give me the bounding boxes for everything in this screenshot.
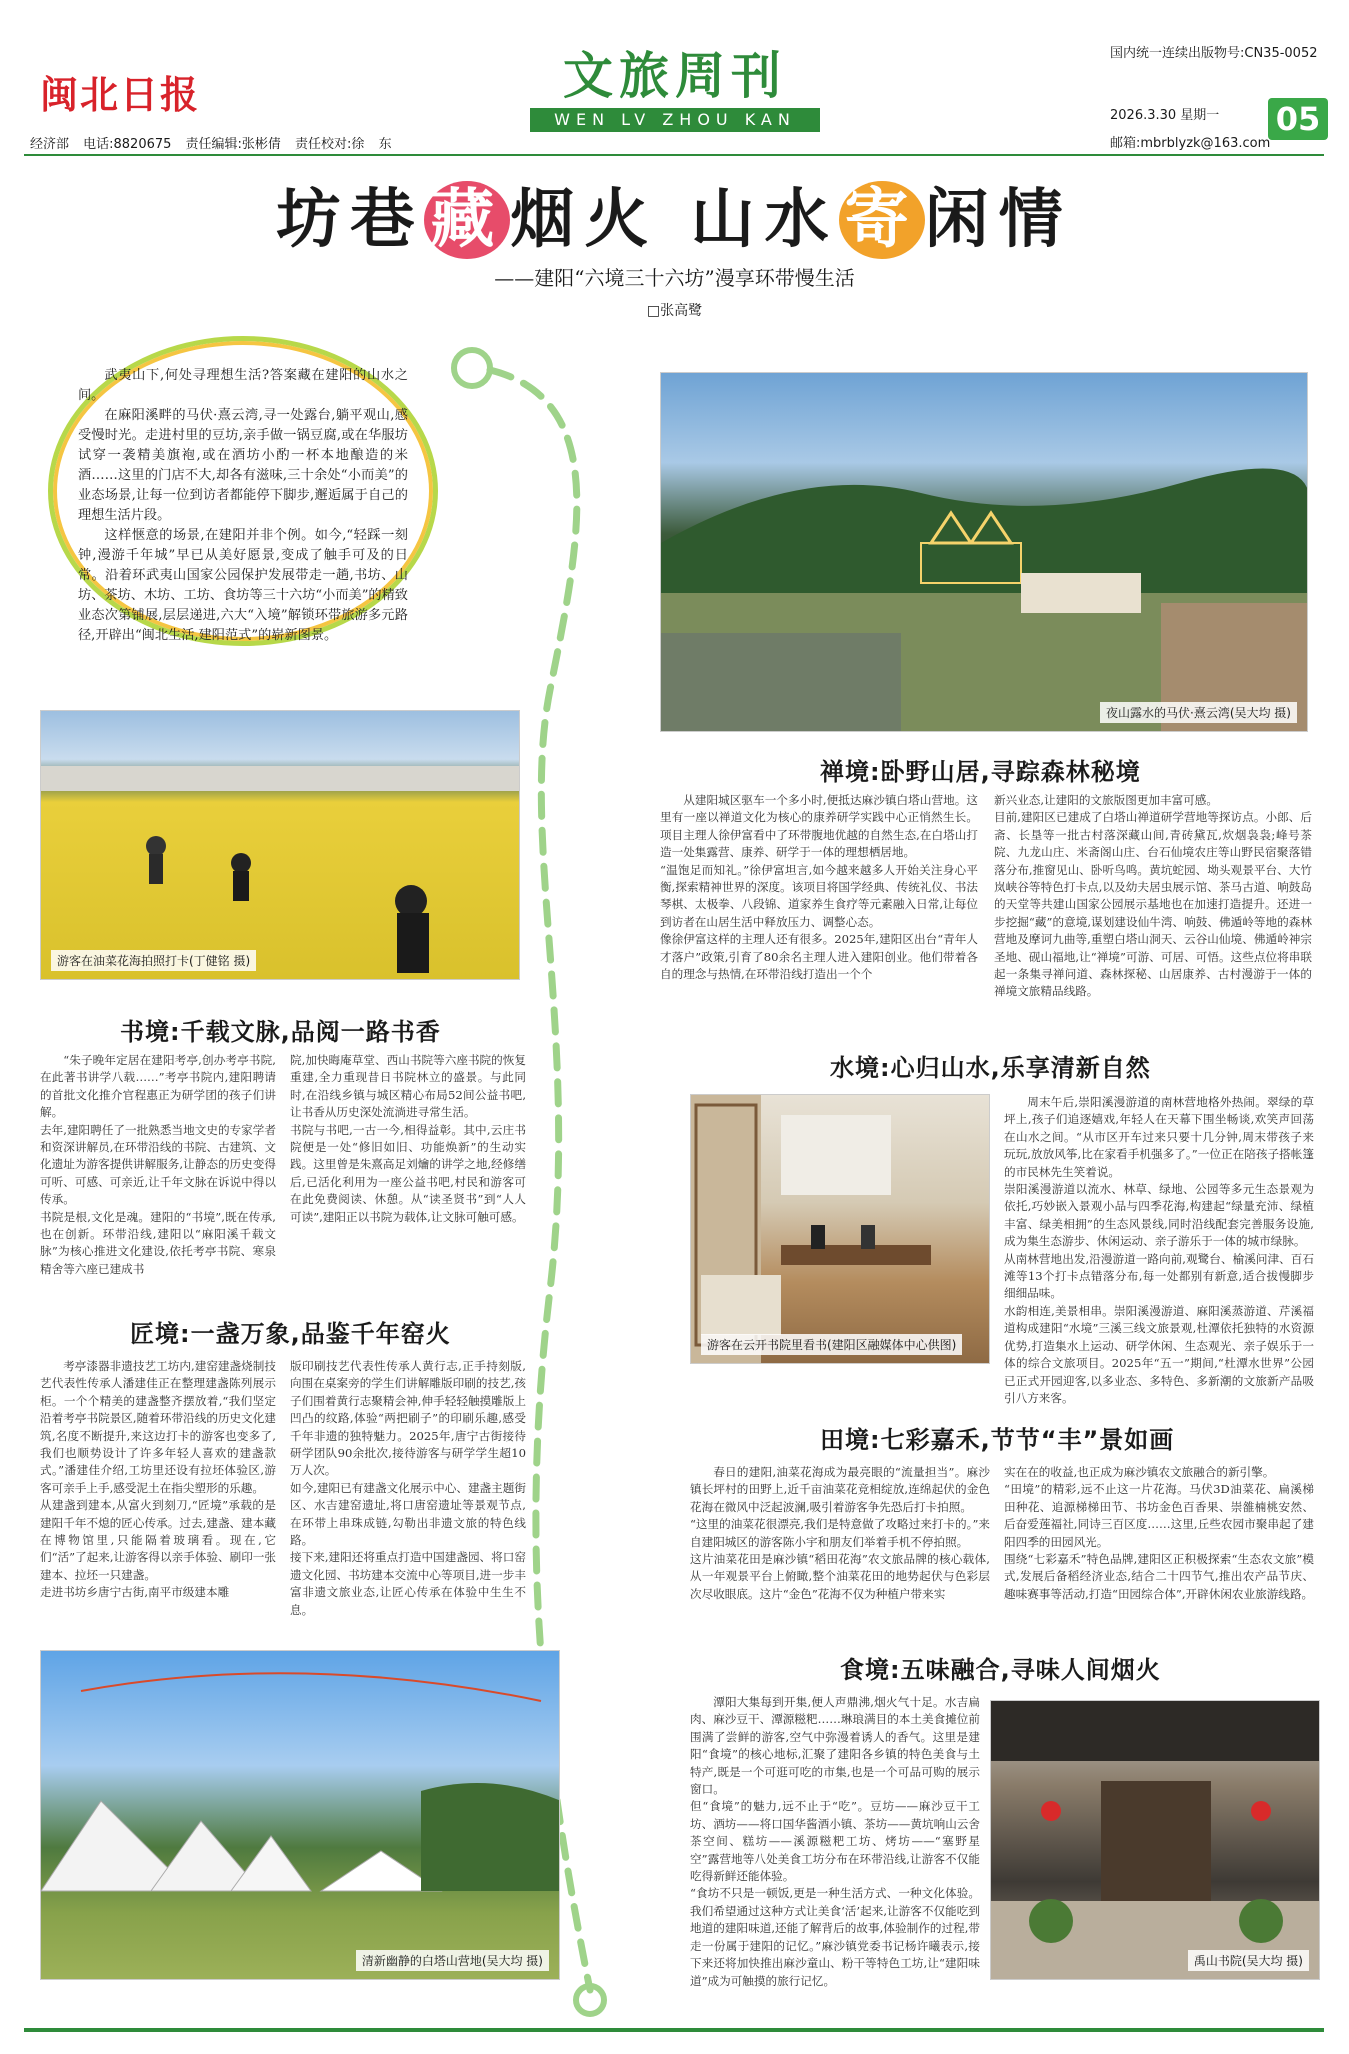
header-rule [24, 154, 1324, 156]
section-text: 周末午后,崇阳溪漫游道的南林营地格外热闹。翠绿的草坪上,孩子们追逐嬉戏,年轻人在天幕下围坐畅谈,欢笑声回荡在山水之间。“从市区开车过来只要十几分钟,周末带孩子来玩玩,放放风筝,比在家看手机强多了。”一位正在陪孩子搭帐篷的市民林先生笑着说。 崇阳溪漫游道以流水、林草、绿地、公园等多元生态景观为依托,巧妙嵌入景观小品与四季花海,构建起“绿量充沛、绿植丰富、绿美相拥”的生态风景线,同时沿线配套完善服务设施,成为集生态游步、休闲运动、亲子游乐于一体的城市绿脉。 从南林营地出发,沿漫游道一路向前,观鹭台、榆溪问津、百石滩等13个打卡点错落分布,每一处都别有新意,适合拔慢脚步细细品味。 水韵相连,美景相串。崇阳溪漫游道、麻阳溪蒸游道、芹溪福道构成建阳“水境”三溪三线文旅景观,杜潭依托独特的水资源优势,打造集水上运动、研学休闲、生态观光、亲子娱乐于一体的综合文旅项目。2025年“五一”期间,“杜潭水世界”公园已正式开园迎客,以多业态、多特色、多新潮的文旅新产品吸引八方来客。 [1004, 1095, 1314, 1405]
section-text: 新兴业态,让建阳的文旅版图更加丰富可感。 目前,建阳区已建成了白塔山禅道研学营地等探访点。小郎、后斋、长垦等一批古村落深藏山间,青砖黛瓦,炊烟袅袅;峰号茶院、九龙山庄、米斋阁山庄、台石仙境农庄等山野民宿聚落错落分布,推窗见山、卧听鸟鸣。黄坑蛇园、坳头观景平台、大竹岚峡谷等特色打卡点,以及幼夫居虫展示馆、茶马古道、响鼓岛的天堂等共建山国家公园展示基地也在加速打造提升。还进一步挖掘“藏”的意境,谋划建设仙牛湾、响鼓、佛遁岭等地的森林营地及摩诃九曲等,重塑白塔山洞天、云谷山仙境、佛遁岭神宗圣地、砚山福地,让“禅境”可游、可居、可悟。这些点位将串联起一条集寻禅问道、森林探秘、山居康养、古村漫游于一体的禅境文旅精品线路。 [994, 793, 1312, 999]
section-body-tian-col1 [690, 1464, 990, 1603]
intro-paragraph: 武夷山下,何处寻理想生活?答案藏在建阳的山水之间。 [78, 368, 408, 403]
supplement-title: 文旅周刊 [563, 46, 787, 105]
section-text: 院,加快晦庵草堂、西山书院等六座书院的恢复重建,全力重现昔日书院林立的盛景。与此同时,在沿线乡镇与城区精心布局52间公益书吧,让书香从历史深处流淌进寻常生活。 书院与书吧,一古一今,相得益彰。其中,云庄书院便是一处“修旧如旧、功能焕新”的生动实践。这里曾是朱熹高足刘爚的讲学之地,经修缮后,已活化利用为一座公益书吧,村民和游客可在此免费阅读、休憩。从“读圣贤书”到“人人可读”,建阳正以书院为载体,让文脉可触可感。 [290, 1053, 526, 1224]
section-body-chan-col2 [994, 792, 1312, 1001]
headline-highlight-2: 寄 [839, 181, 925, 259]
section-body-shu-col1 [40, 1052, 276, 1278]
supplement-pinyin: WEN LV ZHOU KAN [530, 108, 820, 132]
photo-caption: 禹山书院(吴大均 摄) [1188, 1950, 1309, 1971]
intro-text [78, 366, 408, 646]
section-title-shu: 书境:千载文脉,品阅一路书香 [120, 1018, 441, 1046]
section-text: 版印刷技艺代表性传承人黄行志,正手持刻版,向围在桌案旁的学生们讲解雕版印刷的技艺,孩子们围着黄行志聚精会神,伸手轻轻触摸雕版上凹凸的纹路,体验“两把刷子”的印刷乐趣,感受千年非遗的独特魅力。2025年,唐宁古街接待研学团队90余批次,接待游客与研学学生超10万人次。 如今,建阳已有建盏文化展示中心、建盏主题街区、水吉建窑遗址,将口唐窑遗址等景观节点,在环带上串珠成链,勾勒出非遗文旅的特色线路。 接下来,建阳还将重点打造中国建盏园、将口窑遗文化园、书坊建本交流中心等项目,进一步丰富非遗文旅业态,让匠心传承在体验中生生不息。 [290, 1359, 526, 1617]
tents-illustration [41, 1651, 560, 1980]
section-title-chan: 禅境:卧野山居,寻踪森林秘境 [820, 758, 1141, 786]
paper-name: 闽北日报 [40, 72, 201, 117]
photo-caption: 清新幽静的白塔山营地(吴大均 摄) [356, 1950, 549, 1971]
issue-date: 2026.3.30 星期一 [1110, 108, 1220, 123]
section-text: 春日的建阳,油菜花海成为最亮眼的“流量担当”。麻沙镇长坪村的田野上,近千亩油菜花竞相绽放,连绵起伏的金色花海在微风中泛起波澜,吸引着游客争先恐后打卡拍照。 “这里的油菜花很漂亮,我们是特意做了攻略过来打卡的。”来自建阳城区的游客陈小宇和朋友们举着手机不停拍照。 这片油菜花田是麻沙镇“稻田花海”农文旅品牌的核心载体,从一年观景平台上俯瞰,整个油菜花田的地势起伏与色彩层次尽收眼底。这片“金色”花海不仅为种植户带来实 [690, 1465, 990, 1601]
section-title-shi: 食境:五味融合,寻味人间烟火 [840, 1656, 1161, 1684]
subtitle: ——建阳“六境三十六坊”漫享环带慢生活 [494, 266, 855, 290]
photo-tents [40, 1650, 560, 1980]
section-body-shi [690, 1694, 980, 1990]
email: 邮箱:mbrblyzk@163.com [1110, 136, 1271, 151]
section-body-chan-col1 [660, 792, 978, 983]
intro-paragraph: 在麻阳溪畔的马伏·熹云湾,寻一处露台,躺平观山,感受慢时光。走进村里的豆坊,亲手做一锅豆腐,或在华服坊试穿一袭精美旗袍,或在酒坊小酌一杯本地酿造的米酒……这里的门店不大,却各有滋味,三十余处“小而美”的业态场景,让每一位到访者都能停下脚步,邂逅属于自己的理想生活片段。 [78, 408, 408, 523]
photo-rapeseed [40, 710, 520, 980]
section-text: 考亭漆器非遗技艺工坊内,建窑建盏烧制技艺代表性传承人潘建佳正在整理建盏陈列展示柜。一个个精美的建盏整齐摆放着,“我们坚定沿着考亭书院景区,随着环带沿线的历史文化建筑,名度不断提升,来这边打卡的游客也变多了,我们也顺势设计了许多年轻人喜欢的建盏款式。”潘建佳介绍,工坊里还设有拉坯体验区,游客可亲手上手,感受泥土在指尖塑形的乐趣。 从建盏到建本,从富火到刻刀,“匠境”承载的是建阳千年不熄的匠心传承。过去,建盏、建本藏在博物馆里,只能隔着玻璃看。现在,它们“活”了起来,让游客得以亲手体验、刷印一张建本、拉坯一只建盏。 走进书坊乡唐宁古街,南平市级建本雕 [40, 1359, 276, 1600]
headline-part-2: 烟火 山水 [510, 183, 839, 257]
bookstore-illustration [691, 1095, 990, 1364]
page-number: 05 [1268, 98, 1328, 140]
photo-courtyard [990, 1700, 1320, 1980]
courtyard-illustration [991, 1701, 1320, 1980]
photo-bookstore [690, 1094, 990, 1364]
headline-part-1: 坊巷 [276, 183, 425, 257]
rapeseed-illustration [41, 711, 520, 980]
photo-caption: 游客在云开书院里看书(建阳区融媒体中心供图) [701, 1334, 962, 1355]
night-camp-illustration [661, 373, 1308, 732]
byline: □张高鹭 [646, 303, 703, 319]
staff-line: 经济部 电话:8820675 责任编辑:张彬倩 责任校对:徐 东 [30, 137, 392, 152]
section-title-shui: 水境:心归山水,乐享清新自然 [830, 1054, 1151, 1082]
headline-part-3: 闲情 [924, 183, 1073, 257]
intro-paragraph: 这样惬意的场景,在建阳并非个例。如今,“轻踩一刻钟,漫游千年城”早已从美好愿景,变成了触手可及的日常。沿着环武夷山国家公园保护发展带走一趟,书坊、山坊、茶坊、木坊、工坊、食坊等三十六坊“小而美”的精致业态次第铺展,层层递进,六大“入境”解锁环带旅游多元路径,开辟出“闽北生活,建阳范式”的崭新图景。 [78, 528, 408, 643]
section-text: “朱子晚年定居在建阳考亭,创办考亭书院,在此著书讲学八载……”考亭书院内,建阳聘请的首批文化推介官程惠正为研学团的孩子们讲解。 去年,建阳聘任了一批熟悉当地文史的专家学者和资深讲解员,在环带沿线的书院、古建筑、文化遗址为游客提供讲解服务,让静态的历史变得可听、可感、可亲近,让千年文脉在诉说中得以传承。 书院是根,文化是魂。建阳的“书境”,既在传承,也在创新。环带沿线,建阳以“麻阳溪千载文脉”为核心推进文化建设,依托考亭书院、寒泉精舍等六座已建成书 [40, 1053, 276, 1276]
section-body-jiang-col2 [290, 1358, 526, 1619]
issn: 国内统一连续出版物号:CN35-0052 [1110, 46, 1318, 61]
section-body-shu-col2 [290, 1052, 526, 1226]
footer-rule [24, 2028, 1324, 2032]
photo-night-camp [660, 372, 1308, 732]
section-text: 从建阳城区驱车一个多小时,便抵达麻沙镇白塔山营地。这里有一座以禅道文化为核心的康养研学实践中心正悄然生长。项目主理人徐伊富看中了环带腹地优越的自然生态,在白塔山打造一处集露营、康养、研学于一体的理想栖居地。 “温饱足而知礼。”徐伊富坦言,如今越来越多人开始关注身心平衡,探索精神世界的深度。该项目将国学经典、传统礼仪、书法琴棋、太极拳、八段锦、道家养生食疗等元素融入日常,让每位到访者在山居生活中释放压力、调整心态。 像徐伊富这样的主理人还有很多。2025年,建阳区出台“青年人才落户”政策,引育了80余名主理人进入建阳创业。他们带着各自的理念与热情,在环带沿线打造出一个个 [660, 793, 978, 982]
photo-caption: 游客在油菜花海拍照打卡(丁健铭 摄) [51, 950, 256, 971]
headline [0, 168, 1349, 260]
section-body-tian-col2 [1004, 1464, 1314, 1603]
section-text: 实在在的收益,也正成为麻沙镇农文旅融合的新引擎。 “田境”的精彩,远不止这一片花海。马伏3D油菜花、扁溪梯田种花、追源梯梯田节、书坊金色百香果、崇雒楠桃安然、后奋爱莲福社,同诗三百区度……这里,丘些农园市聚串起了建阳四季的田园风光。 围绕“七彩嘉禾”特色品牌,建阳区正积极探索“生态农文旅”模式,发展后备稻经济业态,结合二十四节气,推出农产品节庆、趣味赛事等活动,打造“田园综合体”,开辟休闲农业旅游线路。 [1004, 1465, 1314, 1601]
section-body-shui [1004, 1094, 1314, 1407]
photo-caption: 夜山露水的马伏·熹云湾(吴大均 摄) [1100, 702, 1297, 723]
headline-highlight-1: 藏 [424, 181, 510, 259]
section-title-tian: 田境:七彩嘉禾,节节“丰”景如画 [820, 1426, 1175, 1454]
section-text: 潭阳大集每到开集,便人声鼎沸,烟火气十足。水吉扁肉、麻沙豆干、潭源糍粑……琳琅满目的本土美食摊位前围满了尝鲜的游客,空气中弥漫着诱人的香气。这里是建阳“食境”的核心地标,汇聚了建阳各乡镇的特色美食与土特产,既是一个可逛可吃的市集,也是一个可品可购的展示窗口。 但“食境”的魅力,远不止于“吃”。豆坊——麻沙豆干工坊、酒坊——将口国华酱酒小镇、茶坊——黄坑响山云舍茶空间、糕坊——溪源糍粑工坊、烤坊——“塞野星空”露营地等八处美食工坊分布在环带沿线,让游客不仅能吃得新鲜还能体验。 “食坊不只是一顿饭,更是一种生活方式、一种文化体验。我们希望通过这种方式让美食‘活’起来,让游客不仅能吃到地道的建阳味道,还能了解背后的故事,体验制作的过程,带走一份属于建阳的记忆。”麻沙镇党委书记杨许曦表示,接下来还将加快推出麻沙童山、粉干等特色工坊,让“建阳味道”成为可触摸的旅行记忆。 [690, 1695, 980, 1988]
section-title-jiang: 匠境:一盏万象,品鉴千年窑火 [130, 1320, 451, 1348]
section-body-jiang-col1 [40, 1358, 276, 1602]
